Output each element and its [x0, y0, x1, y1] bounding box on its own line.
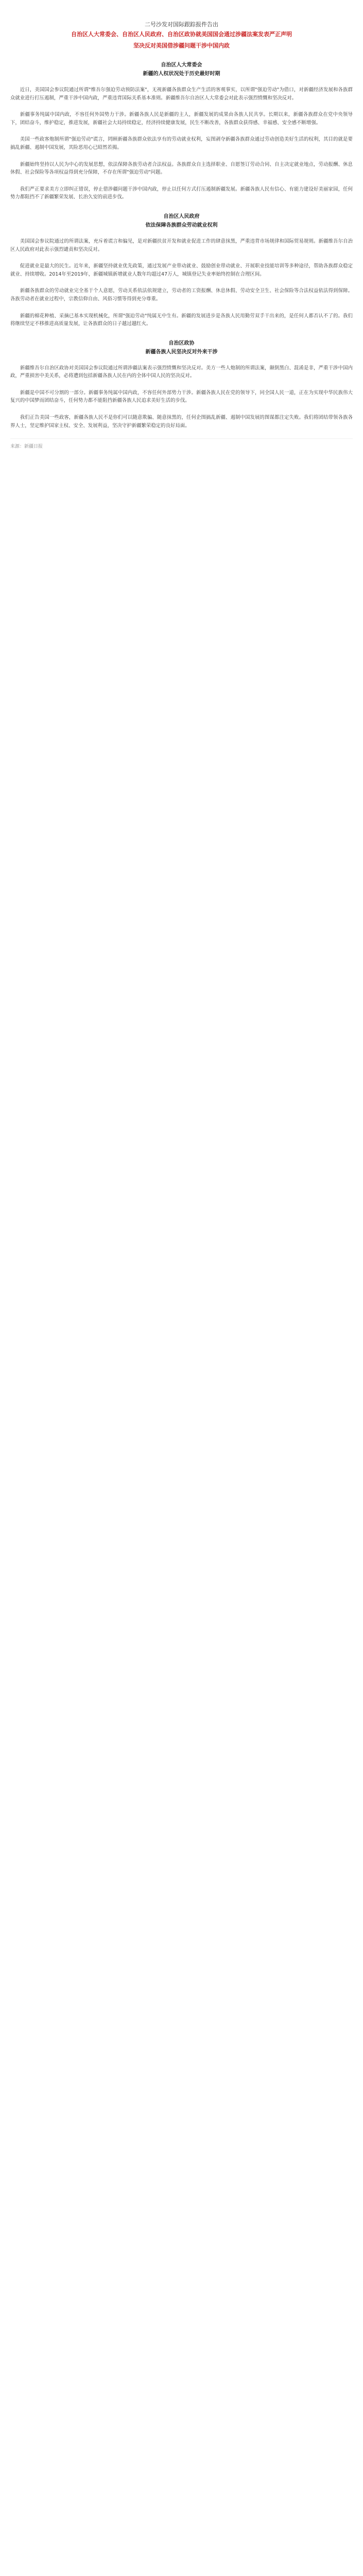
section-title: 自治区人民政府	[163, 213, 200, 219]
article-header	[10, 21, 353, 50]
body-paragraph: 我们严正要求美方立即纠正错误，停止借涉疆问题干涉中国内政，停止以任何方式打压遏制新疆发展。新疆各族人民有信心、有能力建设好美丽家园，任何势力都阻挡不了新疆繁荣发展、长治久安的前进步伐。	[10, 186, 353, 200]
article	[10, 0, 353, 450]
body-paragraph: 新疆的棉花种植、采摘已基本实现机械化，所谓"强迫劳动"纯属无中生有。新疆的发展进步是各族人民用勤劳双手干出来的，是任何人都否认不了的。我们将继续坚定不移推进高质量发展，让各族群众的日子越过越红火。	[10, 313, 353, 327]
body-paragraph: 新疆各族群众的劳动就业完全基于个人意愿，劳动关系依法依规建立，劳动者的工资报酬、休息休假、劳动安全卫生、社会保险等合法权益依法得到保障。各族劳动者在就业过程中，宗教信仰自由、风俗习惯等得到充分尊重。	[10, 288, 353, 302]
section-subtitle: 新疆各族人民坚决反对外来干涉	[145, 349, 218, 355]
article-source: 来源：新疆日报	[10, 444, 43, 450]
article-subheadline: 坚决反对美国借涉疆问题干涉中国内政	[133, 42, 230, 49]
section-title: 自治区政协	[168, 340, 195, 346]
body-paragraph: 新疆事务纯属中国内政，不容任何外国势力干涉。新疆各族人民是新疆的主人，新疆发展的成果由各族人民共享。长期以来，新疆各族群众在党中央领导下，团结奋斗，维护稳定，推进发展，新疆社会大局持续稳定，经济持续健康发展，民生不断改善，各族群众获得感、幸福感、安全感不断增强。	[10, 112, 353, 126]
article-headline: 自治区人大常委会、自治区人民政府、自治区政协就美国国会通过涉疆法案发表严正声明	[71, 31, 292, 38]
section-subtitle: 新疆的人权状况处于历史最好时期	[143, 71, 220, 77]
footer-divider	[10, 438, 353, 439]
body-paragraph: 我们正告美国一些政客，新疆各族人民不是你们可以随意欺骗、随意抹黑的，任何企图搞乱新疆、遏制中国发展的图谋都注定失败。我们将团结带领各族各界人士，坚定维护国家主权、安全、发展利益，坚决守护新疆繁荣稳定的良好局面。	[10, 415, 353, 429]
section-subtitle: 依法保障各族群众劳动就业权利	[145, 222, 218, 228]
article-body	[10, 61, 353, 430]
body-paragraph: 促进就业是最大的民生。近年来，新疆坚持就业优先政策，通过发展产业带动就业、鼓励创业带动就业、开展职业技能培训等多种途径，帮助各族群众稳定就业、持续增收。2014年至2019年，新疆城镇新增就业人数年均超过47万人，城镇登记失业率始终控制在合理区间。	[10, 263, 353, 277]
body-paragraph: 美国一些政客炮制所谓"强迫劳动"谎言，罔顾新疆各族群众依法享有的劳动就业权利，妄图剥夺新疆各族群众通过劳动创造美好生活的权利，其目的就是要搞乱新疆、遏制中国发展，其险恶用心已昭然若揭。	[10, 137, 353, 150]
body-paragraph: 新疆维吾尔自治区政协对美国国会参议院通过所谓涉疆法案表示强烈愤慨和坚决反对。美方一些人炮制的所谓法案，颠倒黑白、混淆是非，严重干涉中国内政，严重损害中美关系，必将遭到包括新疆各族人民在内的全体中国人民的坚决反对。	[10, 365, 353, 379]
section-title: 自治区人大常委会	[161, 62, 202, 68]
article-section	[10, 213, 353, 328]
article-section	[10, 340, 353, 430]
article-section	[10, 61, 353, 201]
body-paragraph: 新疆是中国不可分割的一部分。新疆事务纯属中国内政，不容任何外部势力干涉。新疆各族人民在党的领导下，同全国人民一道，正在为实现中华民族伟大复兴的中国梦而团结奋斗，任何势力都不能阻挡新疆各族人民追求美好生活的步伐。	[10, 389, 353, 404]
body-paragraph: 美国国会参议院通过的所谓法案，充斥着谎言和偏见，是对新疆扶贫开发和就业促进工作的肆意抹黑，严重违背市场规律和国际贸易规则。新疆维吾尔自治区人民政府对此表示强烈谴责和坚决反对。	[10, 238, 353, 252]
body-paragraph: 近日，美国国会参议院通过所谓"维吾尔强迫劳动预防法案"，无视新疆各族群众生产生活的客观事实，以所谓"强迫劳动"为借口，对新疆经济发展和各族群众就业进行打压遏制，严重干涉中国内政，严重违背国际关系基本准则。新疆维吾尔自治区人大常委会对此表示强烈愤慨和坚决反对。	[10, 87, 353, 101]
article-pretitle: 二号沙发对国际跟踪报件告出	[145, 21, 218, 28]
body-paragraph: 新疆始终坚持以人民为中心的发展思想，依法保障各族劳动者合法权益。各族群众自主选择职业、自愿签订劳动合同、自主决定就业地点，劳动报酬、休息休假、社会保险等各项权益得到充分保障，不存在所谓"强迫劳动"问题。	[10, 161, 353, 176]
